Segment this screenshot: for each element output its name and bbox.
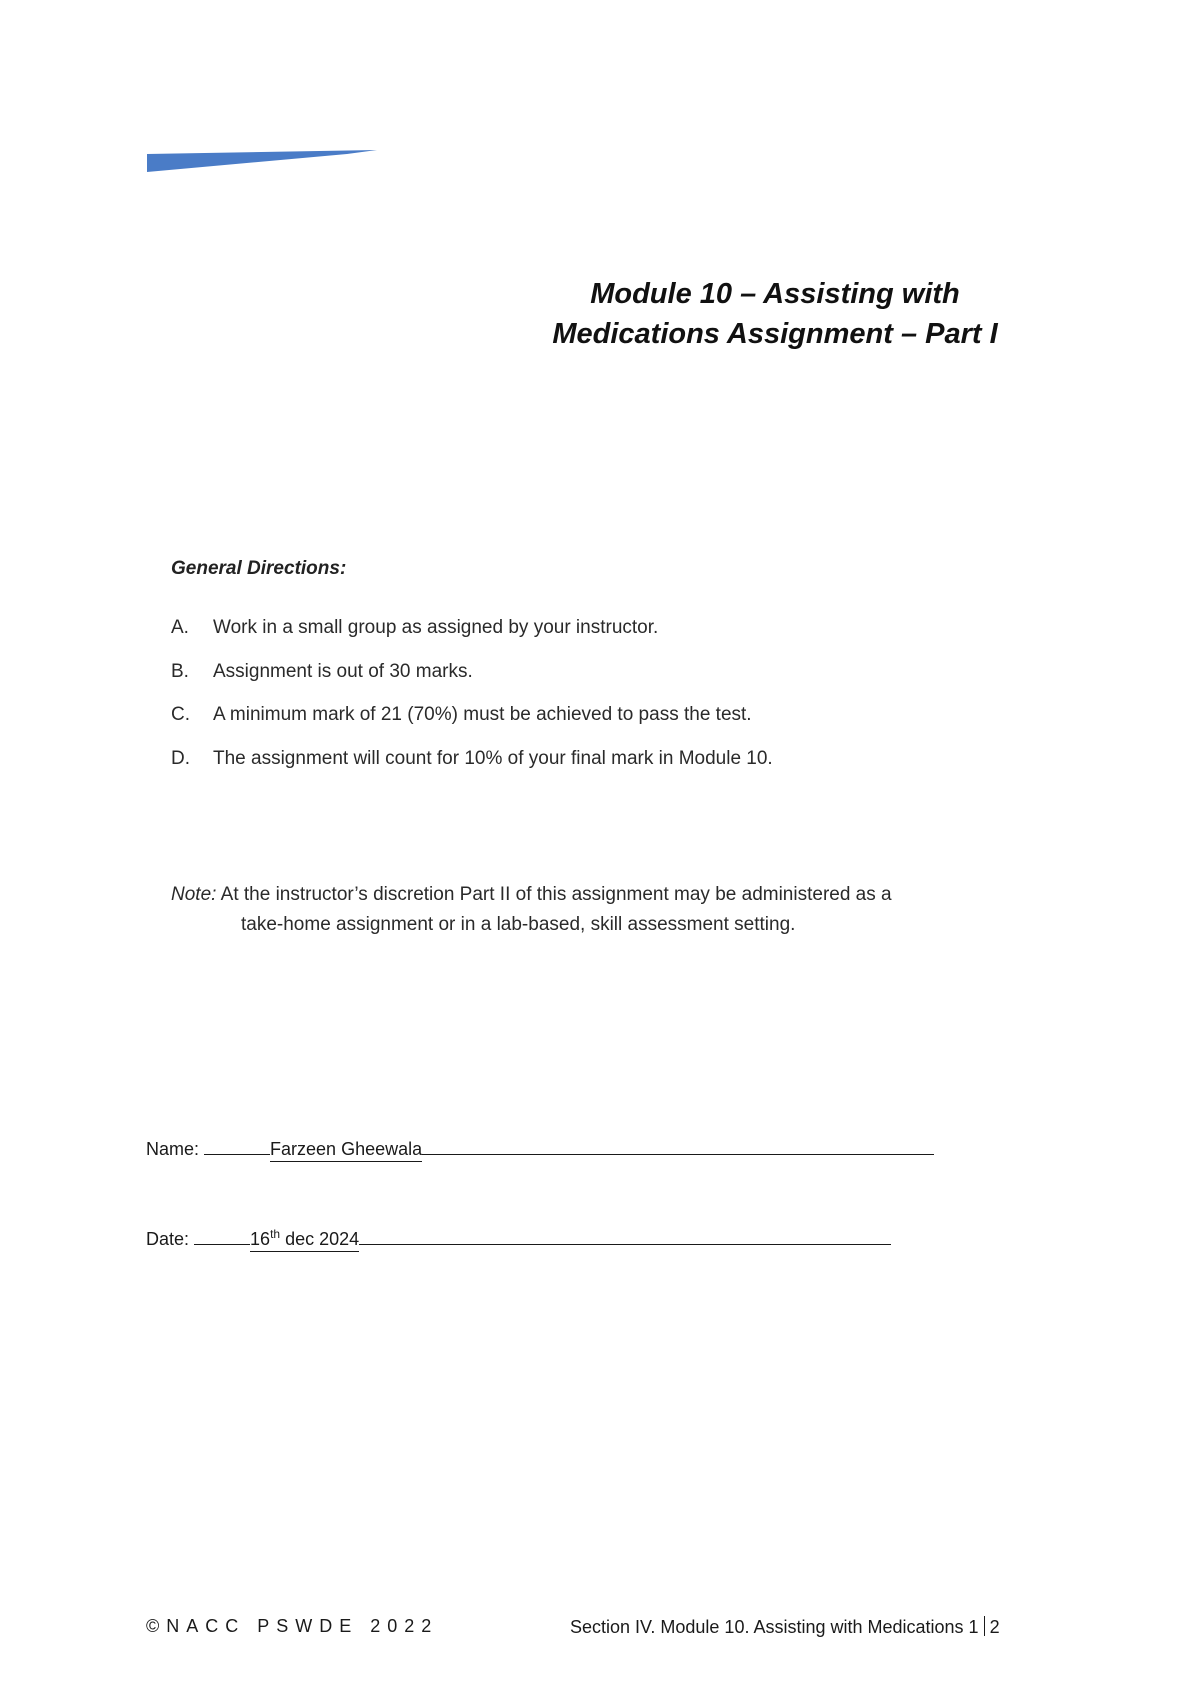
date-day: 16 [250,1229,271,1249]
note-block [171,880,1071,940]
directions-heading: General Directions: [171,558,347,579]
direction-letter: A. [171,617,189,638]
document-title [480,274,1070,354]
date-leading-line [194,1226,250,1245]
footer-section [570,1616,1000,1638]
footer-page-number: 2 [989,1617,1000,1637]
note-line-1: At the instructor’s discretion Part II of this assignment may be administered as a [220,884,892,905]
name-leading-line [204,1136,270,1155]
direction-text: Assignment is out of 30 marks. [213,660,473,682]
directions-list [171,616,1071,790]
header-stripe [147,150,377,176]
direction-item [171,703,1071,747]
direction-text: A minimum mark of 21 (70%) must be achieved to pass the test. [213,704,752,725]
title-line-1: Module 10 – Assisting with [590,278,960,310]
date-suffix: th [270,1227,281,1241]
note-line-2: take-home assignment or in a lab-based, skill assessment setting. [241,914,796,935]
direction-letter: B. [171,660,189,682]
direction-letter: D. [171,747,190,769]
date-field[interactable] [146,1226,891,1252]
date-rest: dec 2024 [280,1229,360,1249]
name-label: Name: [146,1139,200,1159]
date-value[interactable] [250,1227,359,1252]
date-trailing-line [359,1226,891,1245]
date-label: Date: [146,1229,190,1249]
direction-item [171,660,1071,704]
direction-letter: C. [171,704,190,725]
name-value[interactable]: Farzeen Gheewala [270,1137,422,1162]
footer-separator [984,1616,985,1636]
name-trailing-line [422,1136,934,1155]
direction-text: Work in a small group as assigned by your instructor. [213,617,659,638]
footer-section-text: Section IV. Module 10. Assisting with Medications 1 [570,1617,979,1637]
footer-copyright: ©NACC PSWDE 2022 [146,1616,439,1636]
name-field[interactable] [146,1136,934,1162]
note-label: Note: [171,884,217,905]
title-line-2: Medications Assignment – Part I [552,318,998,350]
direction-item [171,616,1071,660]
direction-item [171,747,1071,791]
direction-text: The assignment will count for 10% of your final mark in Module 10. [213,747,773,769]
